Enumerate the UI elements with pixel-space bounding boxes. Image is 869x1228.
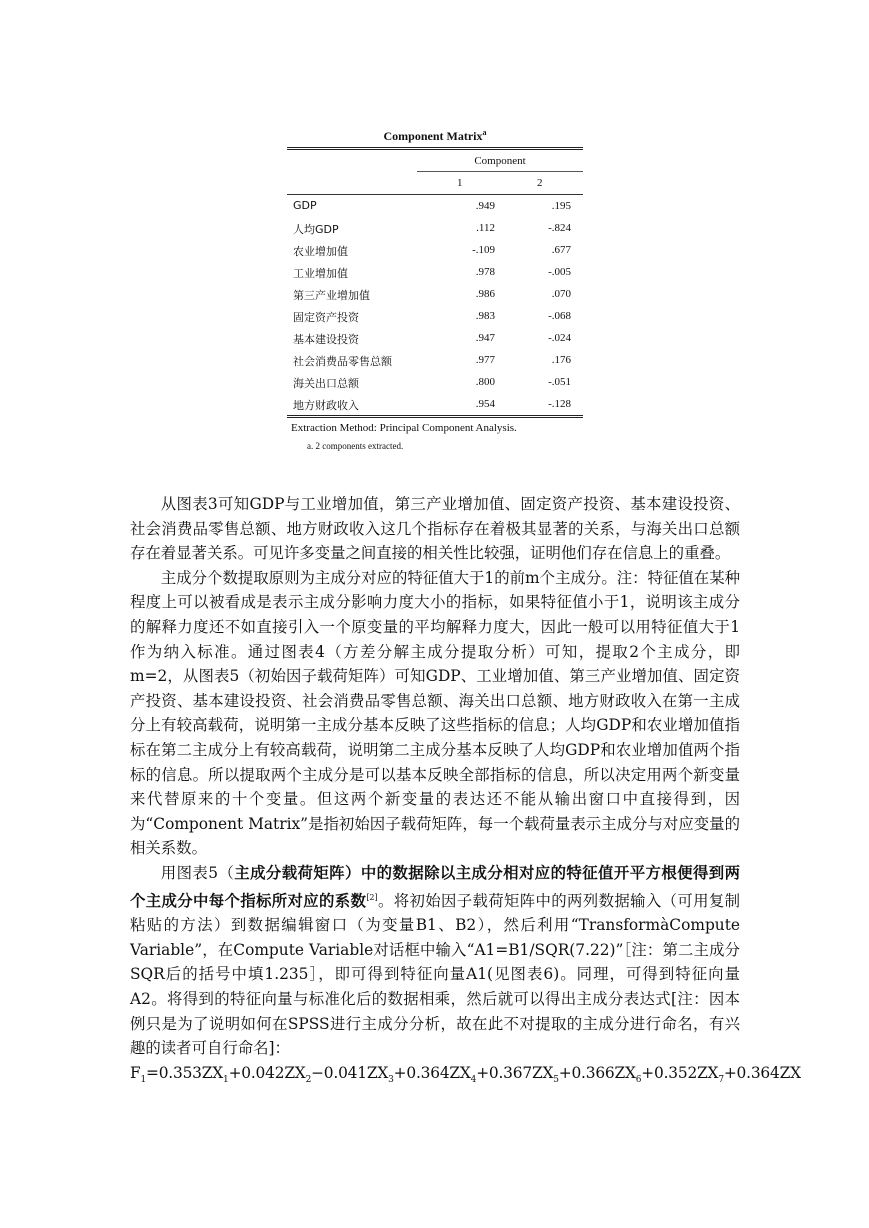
table-row <box>287 195 583 217</box>
table-row <box>287 349 583 371</box>
component-2-value: .195 <box>551 200 571 212</box>
formula-term: +0.364ZX <box>723 1063 801 1082</box>
row-label: 地方财政收入 <box>293 399 359 412</box>
table-bottom-rule <box>287 415 583 418</box>
component-1-value: .112 <box>476 222 495 234</box>
formula-subscript: 7 <box>718 1074 724 1085</box>
component-2-value: -.068 <box>548 310 571 322</box>
component-2-value: -.051 <box>548 376 571 388</box>
table-body <box>287 195 583 415</box>
table-row <box>287 239 583 261</box>
table-row <box>287 305 583 327</box>
formula-term: +0.364ZX <box>393 1063 471 1082</box>
component-1-value: .986 <box>475 288 495 300</box>
paragraph-3-rest: 。将初始因子载荷矩阵中的两列数据输入（可用复制粘贴的方法）到数据编辑窗口（为变量B1、B2），然后利用“TransformàCompute Variable”，在Compute Variable对话框中输入“A1=B1/SQR(7.22)”［注：第二主成分SQR后的括号中填1.235］，即可得到特征向量A1(见图表6)。同理，可得到特征向量A2。将得到的特征向量与标准化后的数据相乘，然后就可以得出主成分表达式[注：因本例只是为了说明如何在SPSS进行主成分分析，故在此不对提取的主成分进行命名，有兴趣的读者可自行命名]： <box>130 891 740 1058</box>
component-2-value: .176 <box>551 354 571 366</box>
formula-term: +0.352ZX <box>641 1063 719 1082</box>
component-1-value: .978 <box>475 266 495 278</box>
row-label: 工业增加值 <box>293 267 348 280</box>
formula-term: F <box>130 1063 141 1082</box>
column-2-header: 2 <box>537 177 543 189</box>
column-1-header: 1 <box>457 177 463 189</box>
component-1-value: .947 <box>475 332 495 344</box>
formula-subscript: 1 <box>140 1074 147 1085</box>
extraction-method-note: Extraction Method: Principal Component Analysis. <box>291 422 517 434</box>
component-2-value: -.128 <box>548 398 571 410</box>
table-title: Component Matrix$^a$ <box>383 128 487 143</box>
table-column-header <box>287 172 583 194</box>
table-group-header <box>287 150 583 172</box>
title-superscript: a <box>482 128 487 137</box>
formula-subscript: 1 <box>223 1074 229 1085</box>
component-2-value: .070 <box>551 288 571 300</box>
table-row <box>287 261 583 283</box>
component-1-value: .983 <box>475 310 495 322</box>
formula-subscript: 3 <box>388 1074 394 1085</box>
paragraph-3-bold: 主成分载荷矩阵）中的数据除以主成分相对应的特征值开平方根便得到两个主成分中每个指标所对应的系数 <box>130 863 740 910</box>
formula-subscript: 5 <box>553 1074 559 1085</box>
row-label: 农业增加值 <box>293 245 348 258</box>
formula-term: +0.366ZX <box>558 1063 636 1082</box>
formula-subscript: 6 <box>635 1074 642 1085</box>
row-label: 第三产业增加值 <box>293 289 370 302</box>
component-1-value: .954 <box>475 398 495 410</box>
row-label: 海关出口总额 <box>293 377 359 390</box>
table-row <box>287 217 583 239</box>
citation-ref: [2] <box>366 892 378 902</box>
components-footnote: a. 2 components extracted. <box>307 441 404 451</box>
row-label: GDP <box>293 199 317 212</box>
principal-component-formula <box>130 1061 801 1093</box>
paragraph-3 <box>130 861 740 1061</box>
row-label: 人均GDP <box>293 223 339 236</box>
component-2-value: -.824 <box>548 222 571 234</box>
paragraph-1: 从图表3可知GDP与工业增加值，第三产业增加值、固定资产投资、基本建设投资、社会消费品零售总额、地方财政收入这几个指标存在着极其显著的关系，与海关出口总额存在着显著关系。可见许多变量之间直接的相关性比较强，证明他们存在信息上的重叠。 <box>130 495 740 563</box>
paragraph-2: 主成分个数提取原则为主成分对应的特征值大于1的前m个主成分。注：特征值在某种程度上可以被看成是表示主成分影响力度大小的指标，如果特征值小于1，说明该主成分的解释力度还不如直接引入一个原变量的平均解释力度大，因此一般可以用特征值大于1作为纳入标准。通过图表4（方差分解主成分提取分析）可知，提取2个主成分，即m=2，从图表5（初始因子载荷矩阵）可知GDP、工业增加值、第三产业增加值、固定资产投资、基本建设投资、社会消费品零售总额、海关出口总额、地方财政收入在第一主成分上有较高载荷，说明第一主成分基本反映了这些指标的信息；人均GDP和农业增加值指标在第二主成分上有较高载荷，说明第二主成分基本反映了人均GDP和农业增加值两个指标的信息。所以提取两个主成分是可以基本反映全部指标的信息，所以决定用两个新变量来代替原来的十个变量。但这两个新变量的表达还不能从输出窗口中直接得到，因为“Component Matrix”是指初始因子载荷矩阵，每一个载荷量表示主成分与对应变量的相关系数。 <box>130 568 740 858</box>
component-2-value: -.005 <box>548 266 571 278</box>
component-2-value: -.024 <box>548 332 571 344</box>
component-1-value: .949 <box>475 200 495 212</box>
formula-subscript: 4 <box>470 1074 477 1085</box>
formula-term: −0.041ZX <box>311 1063 389 1082</box>
formula-term: +0.367ZX <box>476 1063 554 1082</box>
row-label: 固定资产投资 <box>293 311 359 324</box>
component-1-value: -.109 <box>472 244 495 256</box>
table-row <box>287 283 583 305</box>
row-label: 社会消费品零售总额 <box>293 355 392 368</box>
formula-term: +0.042ZX <box>228 1063 306 1082</box>
row-label: 基本建设投资 <box>293 333 359 346</box>
formula-subscript: 2 <box>305 1074 312 1085</box>
table-row <box>287 327 583 349</box>
paragraph-3-lead: 用图表5（ <box>160 863 235 882</box>
table-row <box>287 393 583 415</box>
component-1-value: .977 <box>475 354 495 366</box>
body-text <box>130 492 801 1092</box>
component-matrix-table <box>287 125 583 451</box>
component-1-value: .800 <box>475 376 495 388</box>
component-2-value: .677 <box>551 244 571 256</box>
table-row <box>287 371 583 393</box>
formula-term: =0.353ZX <box>146 1063 224 1082</box>
component-header: Component <box>474 155 526 167</box>
